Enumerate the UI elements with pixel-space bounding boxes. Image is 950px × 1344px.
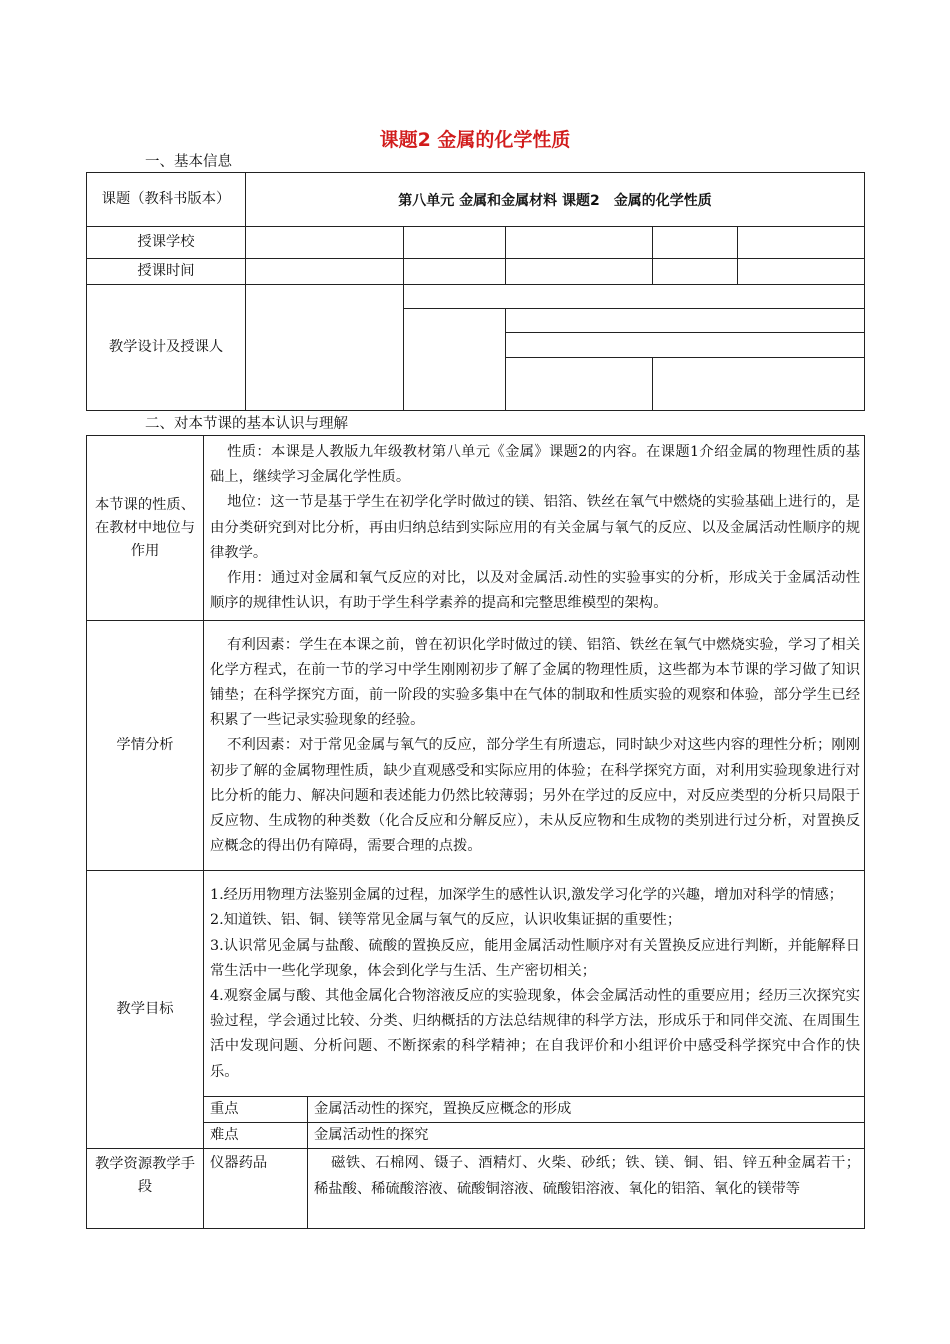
goal-item: 2.知道铁、铝、铜、镁等常见金属与氧气的反应，认识收集证据的重要性； [210, 912, 682, 929]
nature-content [204, 436, 865, 621]
school-label: 授课学校 [87, 227, 246, 259]
student-paragraph: 不利因素：对于常见金属与氧气的反应，部分学生有所遗忘，同时缺少对这些内容的理性分析；刚刚初步了解的金属物理性质，缺少直观感受和实际应用的体验；在科学探究方面，对利用实验现象进行对比分析的能力、解决问题和表述能力仍然比较薄弱；另外在学过的反应中，对反应类型的分析只局限于反应物、生成物的种类数（化合反应和分解反应），未从反应物和生成物的类别进行过分析，对置换反应概念的得出仍有障碍，需要合理的点拨。 [210, 737, 861, 855]
teaching-goals-content [204, 871, 865, 1097]
nature-label: 本节课的性质、在教材中地位与作用 [87, 436, 204, 621]
nature-paragraph: 性质：本课是人教版九年级教材第八单元《金属》课题2的内容。在课题1介绍金属的物理性质的基础上，继续学习金属化学性质。 [210, 444, 861, 486]
goal-item: 1.经历用物理方法鉴别金属的过程，加深学生的感性认识,激发学习化学的兴趣，增加对科学的情感； [210, 887, 843, 904]
time-cell [246, 259, 404, 285]
key-point-label: 重点 [204, 1097, 308, 1123]
key-point-value: 金属活动性的探究，置换反应概念的形成 [308, 1097, 865, 1123]
time-cell [404, 259, 506, 285]
designer-cell [653, 358, 865, 411]
topic-label: 课题（教科书版本） [87, 173, 246, 227]
time-cell [738, 259, 865, 285]
nature-paragraph: 地位：这一节是基于学生在初学化学时做过的镁、铝箔、铁丝在氧气中燃烧的实验基础上进行的，是由分类研究到对比分析，再由归纳总结到实际应用的有关金属与氧气的反应、以及金属活动性顺序的规律教学。 [210, 494, 861, 561]
school-cell [738, 227, 865, 259]
time-cell [653, 259, 738, 285]
designer-cell [506, 358, 653, 411]
difficult-point-value: 金属活动性的探究 [308, 1123, 865, 1149]
student-analysis-label: 学情分析 [87, 621, 204, 871]
time-cell [506, 259, 653, 285]
resources-label: 教学资源教学手段 [87, 1149, 204, 1229]
school-cell [653, 227, 738, 259]
section-basic-info: 一、基本信息 [145, 154, 232, 170]
instruments-value: 磁铁、石棉网、镊子、酒精灯、火柴、砂纸；铁、镁、铜、铝、锌五种金属若干；稀盐酸、稀硫酸溶液、硫酸铜溶液、硫酸铝溶液、氧化的铝箔、氧化的镁带等 [308, 1149, 865, 1229]
page-title: 课题2 金属的化学性质 [379, 129, 571, 151]
nature-paragraph: 作用：通过对金属和氧气反应的对比，以及对金属活.动性的实验事实的分析，形成关于金属活动性顺序的规律性认识，有助于学生科学素养的提高和完整思维模型的架构。 [210, 570, 861, 612]
goal-item: 4.观察金属与酸、其他金属化合物溶液反应的实验现象，体会金属活动性的重要应用；经历三次探究实验过程，学会通过比较、分类、归纳概括的方法总结规律的科学方法，形成乐于和同伴交流、在周围生活中发现问题、分析问题、不断探索的科学精神；在自我评价和小组评价中感受科学探究中合作的快乐。 [210, 987, 861, 1080]
teaching-goals-label: 教学目标 [87, 871, 204, 1149]
designer-cell [246, 285, 404, 411]
designer-cell [404, 309, 506, 411]
school-cell [404, 227, 506, 259]
difficult-point-label: 难点 [204, 1123, 308, 1149]
school-cell [246, 227, 404, 259]
instruments-label: 仪器药品 [204, 1149, 308, 1229]
topic-value: 第八单元 金属和金属材料 课题2 金属的化学性质 [246, 173, 865, 227]
designer-cell [506, 309, 865, 333]
designer-cell [404, 285, 865, 309]
basic-info-table [86, 172, 865, 411]
school-cell [506, 227, 653, 259]
student-paragraph: 有利因素：学生在本课之前，曾在初识化学时做过的镁、铝箔、铁丝在氧气中燃烧实验，学习了相关化学方程式，在前一节的学习中学生刚刚初步了解了金属的物理性质，这些都为本节课的学习做了知识铺垫；在科学探究方面，前一阶段的实验多集中在气体的制取和性质实验的观察和体验，部分学生已经积累了一些记录实验现象的经验。 [210, 636, 861, 729]
goal-item: 3.认识常见金属与盐酸、硫酸的置换反应，能用金属活动性顺序对有关置换反应进行判断，并能解释日常生活中一些化学现象，体会到化学与生活、生产密切相关； [210, 937, 861, 979]
designer-label: 教学设计及授课人 [87, 285, 246, 411]
designer-cell [506, 333, 865, 358]
student-analysis-content [204, 621, 865, 871]
time-label: 授课时间 [87, 259, 246, 285]
understanding-table [86, 435, 865, 1229]
section-understanding: 二、对本节课的基本认识与理解 [145, 416, 348, 432]
